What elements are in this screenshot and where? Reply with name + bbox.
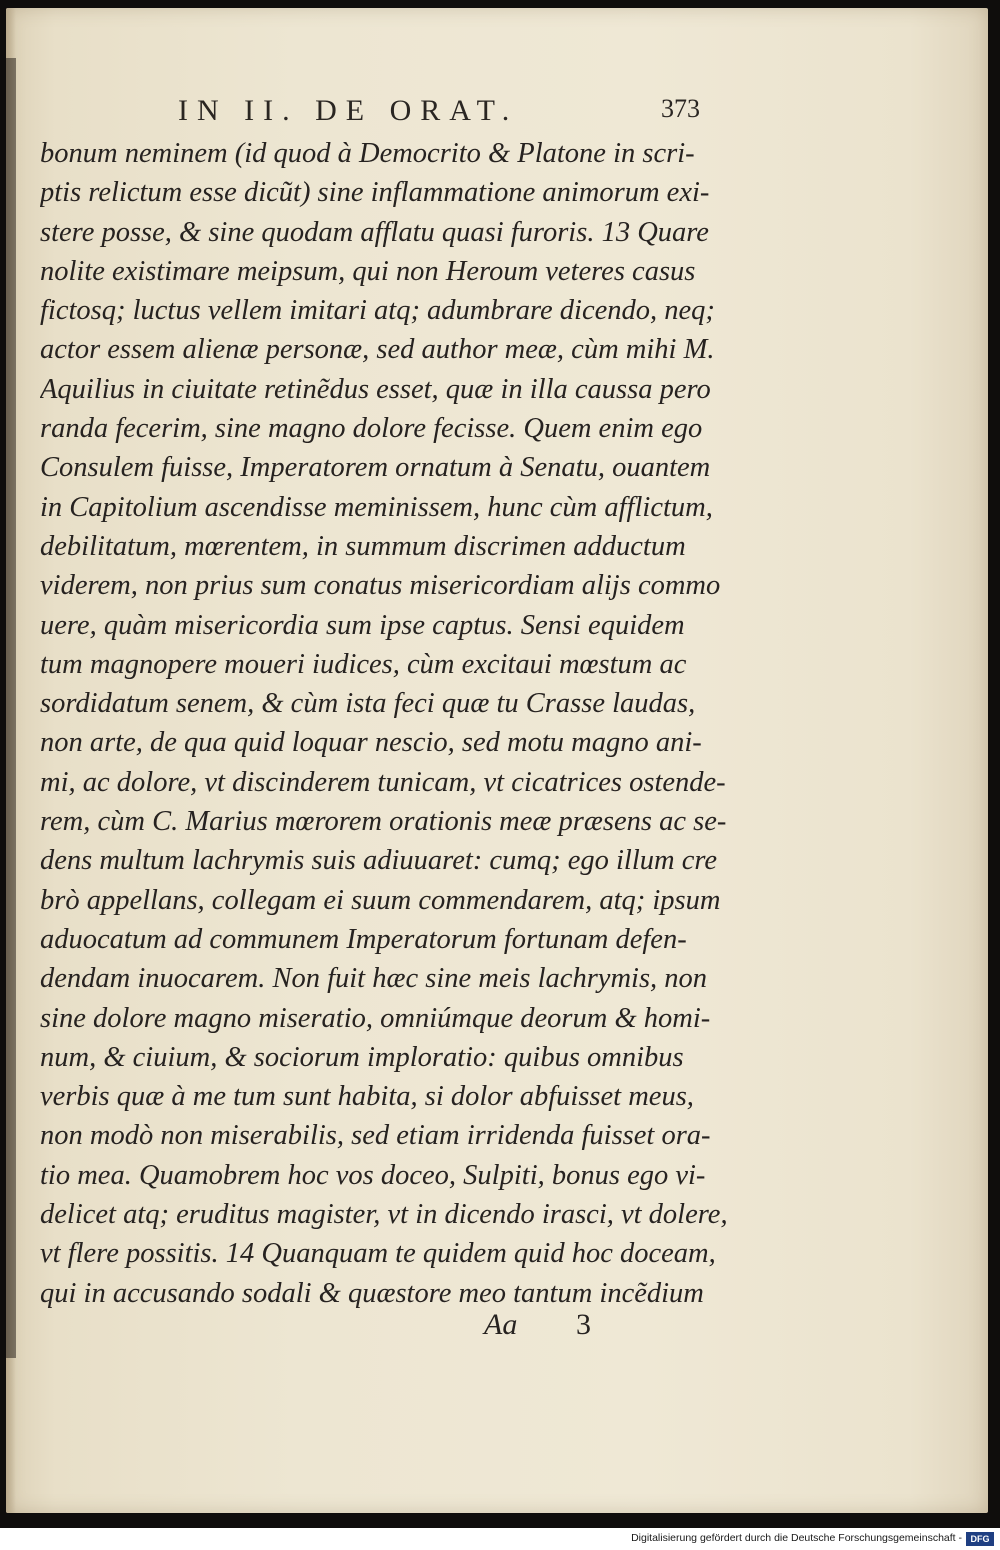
text-line: tum magnopere moueri iudices, cùm excitaui mœstum ac: [40, 648, 687, 680]
text-line: debilitatum, mœrentem, in summum discrimen adductum: [40, 530, 686, 562]
text-line: non modò non miserabilis, sed etiam irridenda fuisset ora-: [40, 1120, 711, 1152]
book-page: [6, 8, 988, 1513]
text-line: dens multum lachrymis suis adiuuaret: cumq; ego illum cre: [40, 845, 718, 877]
text-line: tio mea. Quamobrem hoc vos doceo, Sulpiti, bonus ego vi-: [40, 1159, 706, 1191]
text-line: in Capitolium ascendisse meminissem, hunc cùm afflictum,: [40, 491, 713, 523]
text-line: num, & ciuium, & sociorum imploratio: quibus omnibus: [40, 1041, 684, 1073]
signature-mark: Aa: [484, 1308, 518, 1341]
footer-bar: [0, 1528, 1000, 1550]
text-line: bonum neminem (id quod à Democrito & Platone in scri-: [40, 138, 695, 169]
text-line: brò appellans, collegam ei suum commendarem, atq; ipsum: [40, 884, 721, 916]
text-line: sordidatum senem, & cùm ista feci quæ tu Crasse laudas,: [40, 688, 696, 720]
funding-credit: Digitalisierung gefördert durch die Deutsche Forschungsgemeinschaft -: [631, 1532, 962, 1544]
text-line: Aquilius in ciuitate retinẽdus esset, quæ in illa caussa pero: [40, 373, 711, 405]
text-line: stere posse, & sine quodam afflatu quasi furoris. 13 Quare: [40, 216, 709, 248]
binding-edge: [6, 58, 16, 1358]
text-line: ptis relictum esse dicũt) sine inflammatione animorum exi-: [40, 177, 710, 209]
text-line: qui in accusando sodali & quæstore meo tantum incẽdium: [40, 1277, 704, 1309]
text-line: uere, quàm misericordia sum ipse captus. Sensi equidem: [40, 609, 685, 641]
text-line: viderem, non prius sum conatus misericordiam alijs commo: [40, 570, 721, 602]
text-line: fictosq; luctus vellem imitari atq; adumbrare dicendo, neq;: [40, 295, 715, 327]
text-line: non arte, de qua quid loquar nescio, sed motu magno ani-: [40, 727, 702, 759]
text-line: nolite existimare meipsum, qui non Heroum veteres casus: [40, 255, 696, 287]
text-line: aduocatum ad communem Imperatorum fortunam defen-: [40, 923, 687, 955]
text-line: dendam inuocarem. Non fuit hæc sine meis lachrymis, non: [40, 963, 708, 995]
signature-number: 3: [576, 1308, 591, 1341]
text-line: vt flere possitis. 14 Quanquam te quidem quid hoc doceam,: [40, 1238, 716, 1270]
body-text: [40, 134, 730, 1313]
text-line: verbis quæ à me tum sunt habita, si dolor abfuisset meus,: [40, 1081, 694, 1113]
text-line: Consulem fuisse, Imperatorem ornatum à Senatu, ouantem: [40, 452, 711, 484]
text-line: mi, ac dolore, vt discinderem tunicam, vt cicatrices ostende-: [40, 766, 726, 798]
dfg-logo-icon: DFG: [966, 1532, 994, 1546]
text-line: sine dolore magno miseratio, omniúmque deorum & homi-: [40, 1002, 711, 1034]
page-number: 373: [661, 94, 700, 123]
text-line: delicet atq; eruditus magister, vt in dicendo irasci, vt dolere,: [40, 1199, 728, 1231]
text-line: randa fecerim, sine magno dolore fecisse. Quem enim ego: [40, 413, 703, 445]
running-head: IN II. DE ORAT.: [178, 94, 519, 127]
text-line: actor essem alienæ personæ, sed author meæ, cùm mihi M.: [40, 334, 715, 366]
text-line: rem, cùm C. Marius mœrorem orationis meæ præsens ac se-: [40, 806, 727, 838]
